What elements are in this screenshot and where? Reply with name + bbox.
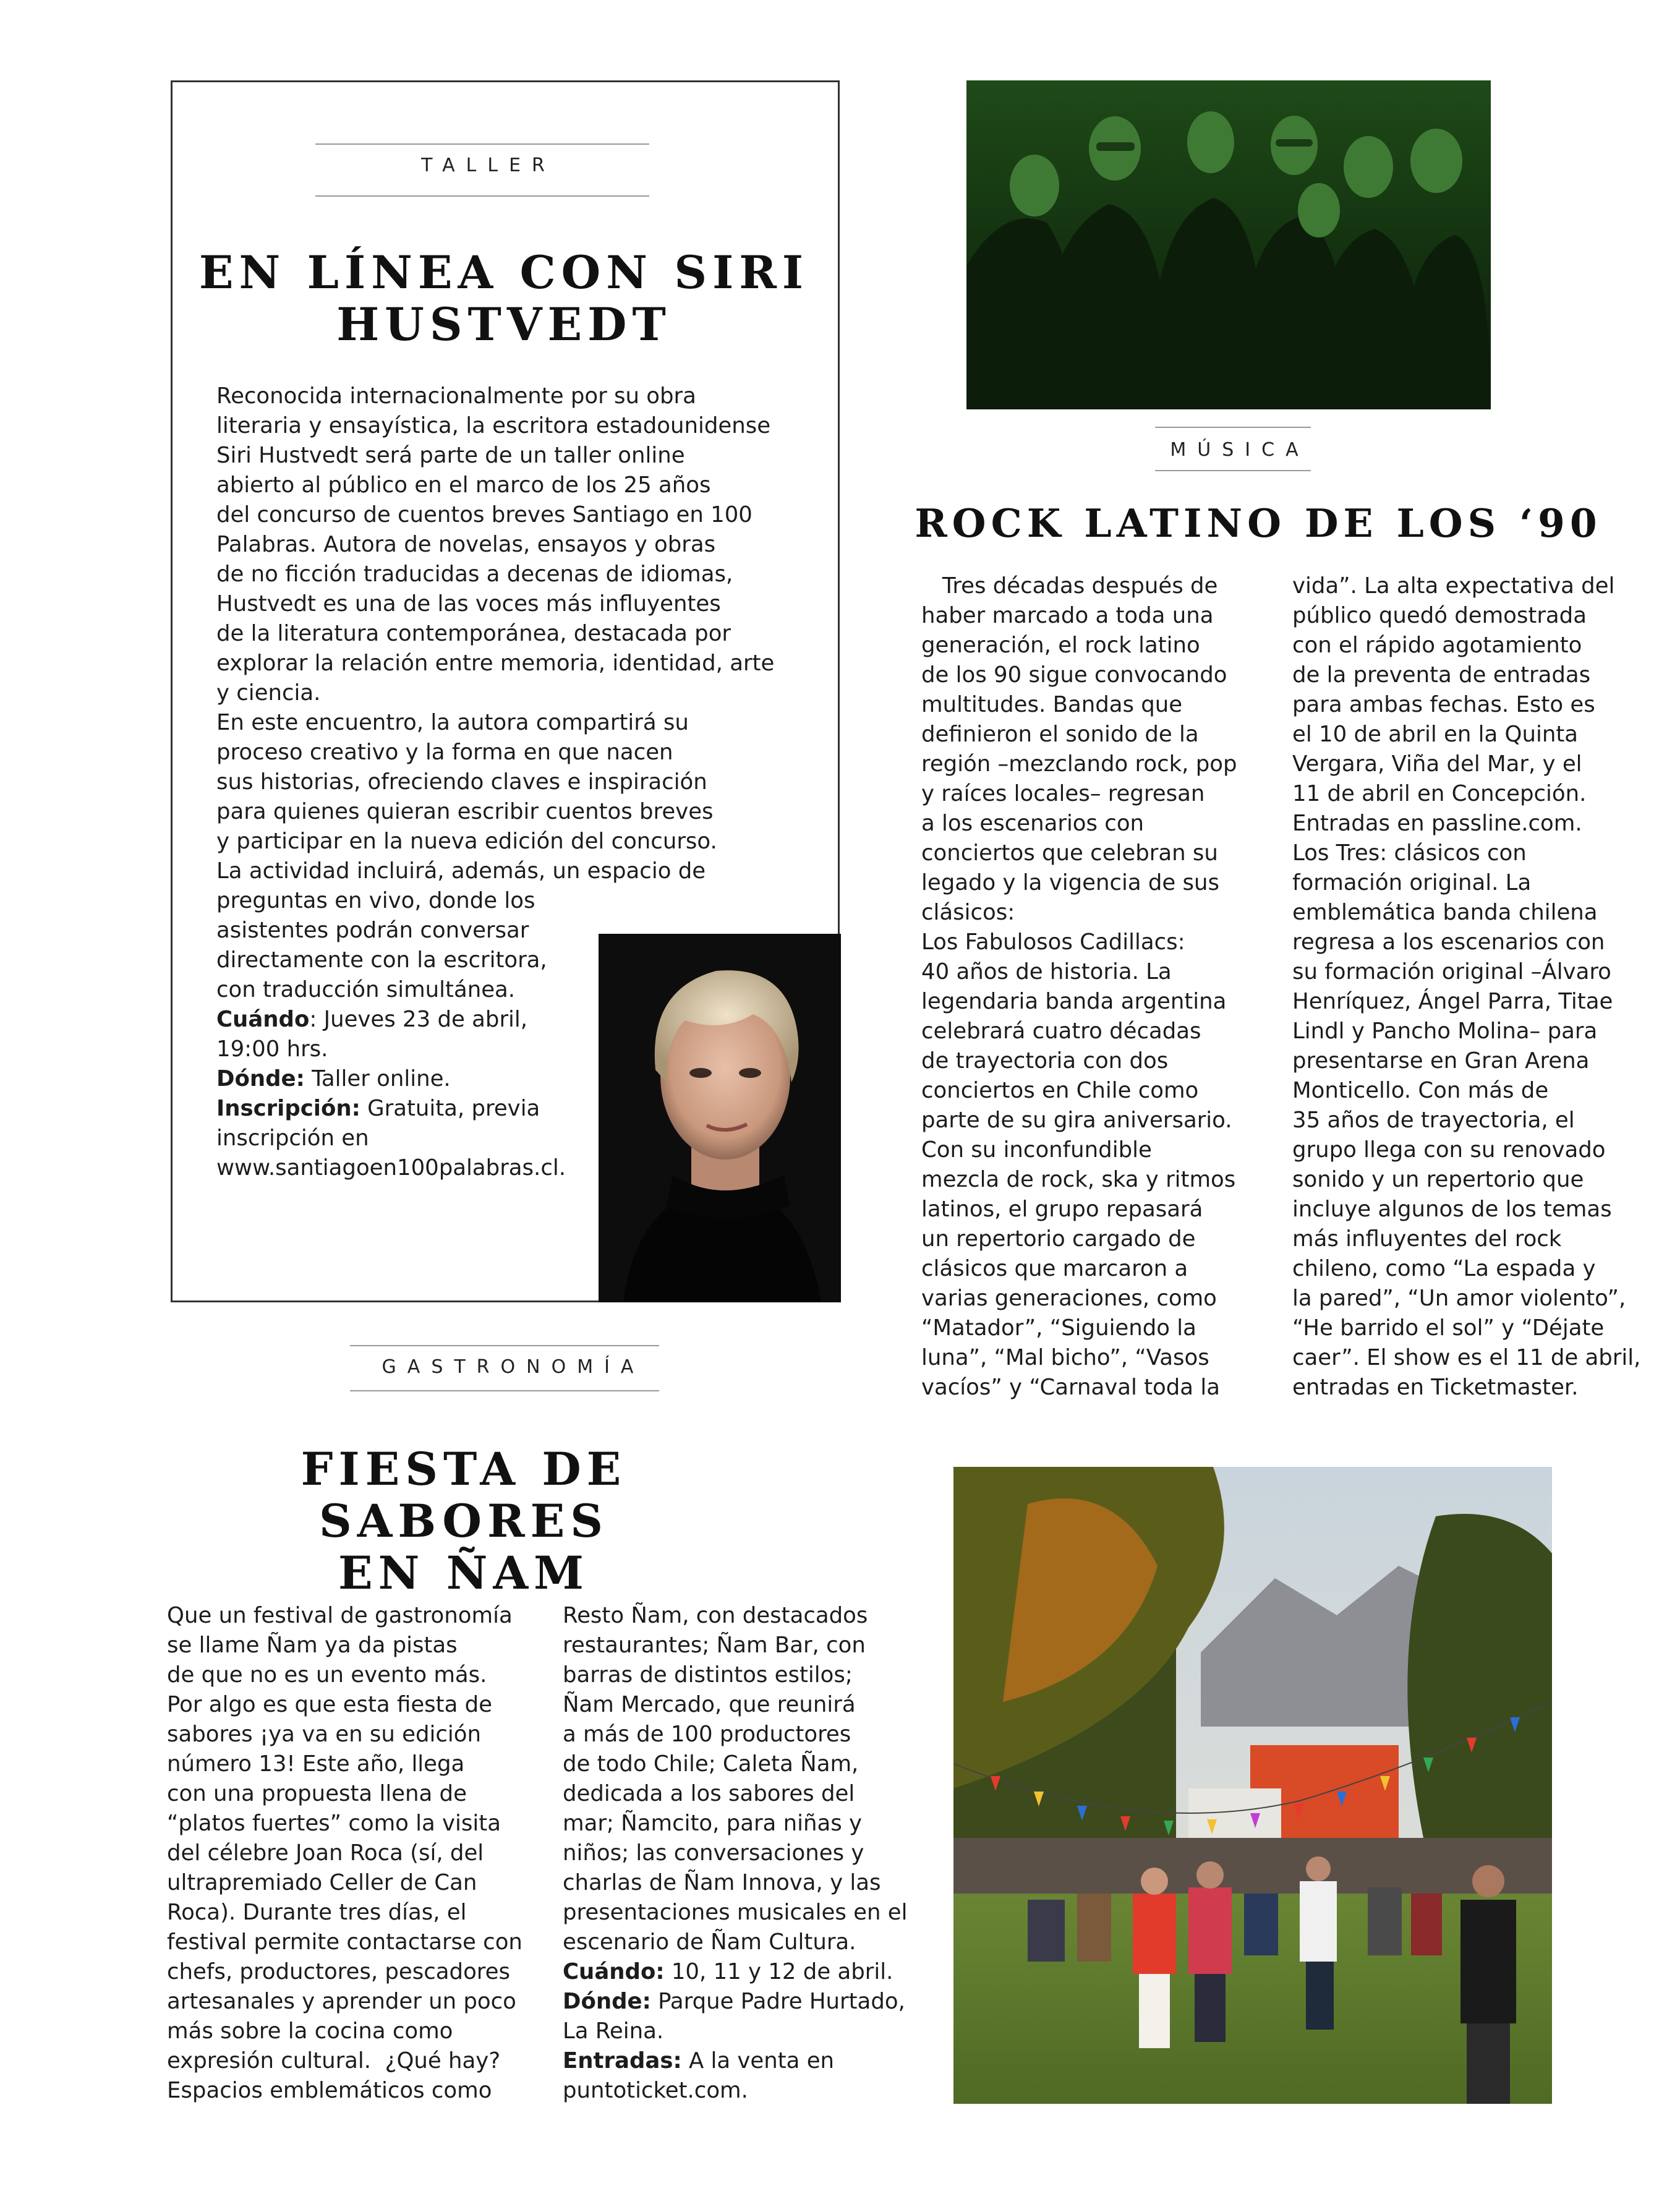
musica-col1-line: conciertos en Chile como bbox=[921, 1078, 1199, 1103]
musica-col1-line: clásicos: bbox=[921, 900, 1015, 925]
musica-col1-line: 40 años de historia. La bbox=[921, 959, 1172, 984]
taller-body-line: de no ficción traducidas a decenas de idiomas, bbox=[216, 562, 733, 587]
taller-body-line: Reconocida internacionalmente por su obra bbox=[216, 383, 696, 409]
musica-col1-line: Tres décadas después de bbox=[921, 573, 1218, 599]
gastronomia-col2-line: barras de distintos estilos; bbox=[563, 1662, 853, 1688]
taller-body-line: preguntas en vivo, donde los bbox=[216, 888, 535, 913]
musica-col1-line: Con su inconfundible bbox=[921, 1137, 1152, 1163]
gastronomia-col1-line: Espacios emblemáticos como bbox=[167, 2078, 492, 2103]
festival-photo-illustration bbox=[953, 1467, 1552, 2104]
musica-col2-line: caer”. El show es el 11 de abril, bbox=[1292, 1345, 1641, 1370]
taller-body-lines bbox=[216, 382, 773, 1005]
musica-headline: ROCK LATINO DE LOS ‘90 bbox=[915, 500, 1602, 546]
musica-col2-line: chileno, como “La espada y bbox=[1292, 1256, 1596, 1281]
taller-cuando-value: : Jueves 23 de abril, bbox=[309, 1007, 528, 1032]
portrait-illustration bbox=[599, 934, 841, 1302]
musica-col1-line: y raíces locales– regresan bbox=[921, 781, 1205, 806]
author-portrait-photo bbox=[599, 934, 841, 1302]
musica-category: MÚSICA bbox=[1170, 439, 1310, 461]
gastronomia-col1-line: “platos fuertes” como la visita bbox=[167, 1811, 501, 1836]
gastronomia-col2-line: charlas de Ñam Innova, y las bbox=[563, 1870, 881, 1895]
taller-body-line: y participar en la nueva edición del concurso. bbox=[216, 829, 717, 854]
musica-col1-line: celebrará cuatro décadas bbox=[921, 1019, 1201, 1044]
musica-col2-line: emblemática banda chilena bbox=[1292, 900, 1598, 925]
musica-rule-bottom bbox=[1155, 470, 1311, 471]
gastronomia-col2-line: dedicada a los sabores del bbox=[563, 1781, 855, 1806]
taller-body-line: Hustvedt es una de las voces más influyentes bbox=[216, 591, 721, 617]
musica-col2-line: su formación original –Álvaro bbox=[1292, 959, 1611, 984]
taller-cuando-label: Cuándo bbox=[216, 1007, 310, 1032]
taller-body-line: Siri Hustvedt será parte de un taller online bbox=[216, 443, 685, 468]
musica-col2-line: 35 años de trayectoria, el bbox=[1292, 1108, 1575, 1133]
gastronomia-entradas bbox=[563, 2046, 946, 2076]
taller-body-line: sus historias, ofreciendo claves e inspiración bbox=[216, 769, 707, 795]
gastronomia-cuando-value: 10, 11 y 12 de abril. bbox=[664, 1959, 893, 1984]
taller-body-line: La actividad incluirá, además, un espacio de bbox=[216, 858, 706, 884]
taller-inscripcion-value2: inscripción en bbox=[216, 1125, 369, 1151]
gastronomia-donde bbox=[563, 1987, 946, 2017]
gastronomia-col1-line: número 13! Este año, llega bbox=[167, 1751, 465, 1777]
taller-body-line: Palabras. Autora de novelas, ensayos y obras bbox=[216, 532, 716, 557]
musica-body-col1 bbox=[921, 571, 1268, 1403]
gastronomia-col2-line: niños; las conversaciones y bbox=[563, 1840, 864, 1866]
gastronomia-cuando-label: Cuándo: bbox=[563, 1959, 665, 1984]
taller-body-line: del concurso de cuentos breves Santiago en 100 bbox=[216, 502, 753, 527]
taller-body-line: con traducción simultánea. bbox=[216, 977, 516, 1002]
gastronomia-rule-top bbox=[350, 1345, 659, 1346]
taller-body-line: asistentes podrán conversar bbox=[216, 918, 529, 943]
musica-col2-line: Lindl y Pancho Molina– para bbox=[1292, 1019, 1598, 1044]
musica-col1-line: mezcla de rock, ska y ritmos bbox=[921, 1167, 1236, 1192]
gastronomia-col1-line: festival permite contactarse con bbox=[167, 1929, 522, 1955]
musica-col1-line: un repertorio cargado de bbox=[921, 1226, 1196, 1252]
musica-col2-line: de la preventa de entradas bbox=[1292, 662, 1591, 688]
gastronomia-cuando bbox=[563, 1957, 946, 1987]
band-photo-illustration bbox=[966, 80, 1491, 409]
gastronomia-col1-line: del célebre Joan Roca (sí, del bbox=[167, 1840, 484, 1866]
taller-donde-value: Taller online. bbox=[304, 1066, 451, 1091]
musica-col1-line: clásicos que marcaron a bbox=[921, 1256, 1188, 1281]
taller-cuando-value2: 19:00 hrs. bbox=[216, 1036, 328, 1062]
gastronomia-col1-line: se llame Ñam ya da pistas bbox=[167, 1633, 458, 1658]
musica-col1-line: legendaria banda argentina bbox=[921, 989, 1227, 1014]
gastronomia-col2-line: a más de 100 productores bbox=[563, 1722, 851, 1747]
gastronomia-col2-line: restaurantes; Ñam Bar, con bbox=[563, 1633, 866, 1658]
musica-col1-line: de los 90 sigue convocando bbox=[921, 662, 1227, 688]
gastronomia-col2-line: Ñam Mercado, que reunirá bbox=[563, 1692, 856, 1717]
gastronomia-col1-line: Que un festival de gastronomía bbox=[167, 1603, 513, 1628]
gastronomia-col2-line: Resto Ñam, con destacados bbox=[563, 1603, 868, 1628]
musica-col2-line: sonido y un repertorio que bbox=[1292, 1167, 1584, 1192]
musica-col2-line: formación original. La bbox=[1292, 870, 1532, 895]
taller-headline-line1: EN LÍNEA CON SIRI bbox=[198, 246, 809, 299]
musica-col1-line: definieron el sonido de la bbox=[921, 722, 1199, 747]
musica-col2-line: público quedó demostrada bbox=[1292, 603, 1587, 628]
taller-body-line: de la literatura contemporánea, destacada por bbox=[216, 621, 731, 646]
musica-col1-line: “Matador”, “Siguiendo la bbox=[921, 1315, 1196, 1341]
band-photo bbox=[966, 80, 1491, 409]
musica-col1-line: Los Fabulosos Cadillacs: bbox=[921, 929, 1185, 955]
taller-body-line: directamente con la escritora, bbox=[216, 947, 547, 973]
musica-col1-line: legado y la vigencia de sus bbox=[921, 870, 1220, 895]
gastronomia-donde-value: Parque Padre Hurtado, bbox=[650, 1989, 905, 2014]
taller-inscripcion-value: Gratuita, previa bbox=[360, 1096, 540, 1121]
gastronomia-headline-line2: EN ÑAM bbox=[338, 1546, 589, 1600]
festival-photo bbox=[953, 1467, 1552, 2104]
musica-col2-line: Los Tres: clásicos con bbox=[1292, 840, 1527, 866]
musica-col2-line: 11 de abril en Concepción. bbox=[1292, 781, 1587, 806]
musica-col1-line: latinos, el grupo repasará bbox=[921, 1197, 1203, 1222]
gastronomia-col1-line: de que no es un evento más. bbox=[167, 1662, 487, 1688]
musica-col2-line: grupo llega con su renovado bbox=[1292, 1137, 1606, 1163]
gastronomia-col1-line: Por algo es que esta fiesta de bbox=[167, 1692, 492, 1717]
gastronomia-col1-line: Roca). Durante tres días, el bbox=[167, 1900, 467, 1925]
taller-headline bbox=[185, 247, 822, 351]
gastronomia-col1-line: expresión cultural. ¿Qué hay? bbox=[167, 2048, 501, 2074]
musica-col2-line: “He barrido el sol” y “Déjate bbox=[1292, 1315, 1605, 1341]
musica-col2-line: incluye algunos de los temas bbox=[1292, 1197, 1612, 1222]
gastronomia-col1-line: ultrapremiado Celler de Can bbox=[167, 1870, 477, 1895]
gastronomia-donde-value2: La Reina. bbox=[563, 2018, 664, 2044]
musica-col1-line: luna”, “Mal bicho”, “Vasos bbox=[921, 1345, 1209, 1370]
musica-col2-line: con el rápido agotamiento bbox=[1292, 633, 1582, 658]
musica-col2-line: la pared”, “Un amor violento”, bbox=[1292, 1286, 1626, 1311]
gastronomia-entradas-value: A la venta en bbox=[681, 2048, 835, 2074]
taller-rule-top bbox=[315, 143, 649, 145]
gastronomia-col1-line: con una propuesta llena de bbox=[167, 1781, 467, 1806]
taller-body-line: y ciencia. bbox=[216, 680, 321, 706]
musica-col2-line: el 10 de abril en la Quinta bbox=[1292, 722, 1579, 747]
musica-body-col2 bbox=[1292, 571, 1663, 1403]
musica-col2-line: para ambas fechas. Esto es bbox=[1292, 692, 1595, 717]
taller-rule-bottom bbox=[315, 195, 649, 197]
musica-col2-line: Entradas en passline.com. bbox=[1292, 811, 1582, 836]
taller-headline-line2: HUSTVEDT bbox=[336, 297, 672, 351]
musica-col1-line: de trayectoria con dos bbox=[921, 1048, 1169, 1074]
gastronomia-entradas-label: Entradas: bbox=[563, 2048, 682, 2074]
taller-inscripcion-label: Inscripción: bbox=[216, 1096, 360, 1121]
gastronomia-col1-line: más sobre la cocina como bbox=[167, 2018, 453, 2044]
taller-body-line: abierto al público en el marco de los 25 años bbox=[216, 472, 711, 498]
musica-col2-line: Henríquez, Ángel Parra, Titae bbox=[1292, 989, 1613, 1014]
musica-col1-line: haber marcado a toda una bbox=[921, 603, 1214, 628]
gastronomia-col1-line: sabores ¡ya va en su edición bbox=[167, 1722, 482, 1747]
taller-donde-label: Dónde: bbox=[216, 1066, 305, 1091]
musica-col2-line: Vergara, Viña del Mar, y el bbox=[1292, 751, 1582, 777]
musica-rule-top bbox=[1155, 427, 1311, 428]
gastronomia-col2-line: de todo Chile; Caleta Ñam, bbox=[563, 1751, 859, 1777]
gastronomia-col2-line: presentaciones musicales en el bbox=[563, 1900, 908, 1925]
musica-col1-line: a los escenarios con bbox=[921, 811, 1145, 836]
musica-col1-line: generación, el rock latino bbox=[921, 633, 1200, 658]
taller-body-line: para quienes quieran escribir cuentos breves bbox=[216, 799, 714, 824]
taller-body-line: En este encuentro, la autora compartirá su bbox=[216, 710, 689, 735]
musica-col1-line: vacíos” y “Carnaval toda la bbox=[921, 1375, 1220, 1400]
musica-col2-line: más influyentes del rock bbox=[1292, 1226, 1562, 1252]
gastronomia-col2-line: mar; Ñamcito, para niñas y bbox=[563, 1811, 862, 1836]
gastronomia-donde-label: Dónde: bbox=[563, 1989, 651, 2014]
taller-inscripcion-url: www.santiagoen100palabras.cl. bbox=[216, 1155, 566, 1181]
gastronomia-category: GASTRONOMÍA bbox=[382, 1356, 645, 1378]
musica-col2-line: entradas en Ticketmaster. bbox=[1292, 1375, 1579, 1400]
gastronomia-col1-line: chefs, productores, pescadores bbox=[167, 1959, 510, 1984]
musica-col1-line: parte de su gira aniversario. bbox=[921, 1108, 1232, 1133]
musica-col1-line: varias generaciones, como bbox=[921, 1286, 1217, 1311]
musica-col2-line: presentarse en Gran Arena bbox=[1292, 1048, 1590, 1074]
gastronomia-col2-line: escenario de Ñam Cultura. bbox=[563, 1929, 856, 1955]
musica-col1-line: multitudes. Bandas que bbox=[921, 692, 1183, 717]
taller-body-line: explorar la relación entre memoria, identidad, arte bbox=[216, 651, 775, 676]
taller-body-line: literaria y ensayística, la escritora estadounidense bbox=[216, 413, 771, 438]
musica-col1-line: conciertos que celebran su bbox=[921, 840, 1218, 866]
musica-col2-line: Monticello. Con más de bbox=[1292, 1078, 1549, 1103]
taller-body-line: proceso creativo y la forma en que nacen bbox=[216, 740, 673, 765]
musica-col2-line: regresa a los escenarios con bbox=[1292, 929, 1605, 955]
gastronomia-rule-bottom bbox=[350, 1390, 659, 1391]
musica-col1-line: región –mezclando rock, pop bbox=[921, 751, 1237, 777]
musica-col2-line: vida”. La alta expectativa del bbox=[1292, 573, 1615, 599]
gastronomia-headline bbox=[155, 1444, 773, 1600]
gastronomia-body-col1 bbox=[167, 1601, 538, 2106]
gastronomia-entradas-value2: puntoticket.com. bbox=[563, 2078, 748, 2103]
taller-category: TALLER bbox=[421, 155, 556, 176]
gastronomia-headline-line1: FIESTA DE SABORES bbox=[301, 1443, 627, 1548]
gastronomia-body-col2-lines bbox=[563, 1601, 946, 1957]
gastronomia-body-col2 bbox=[563, 1601, 946, 2106]
gastronomia-col1-line: artesanales y aprender un poco bbox=[167, 1989, 516, 2014]
